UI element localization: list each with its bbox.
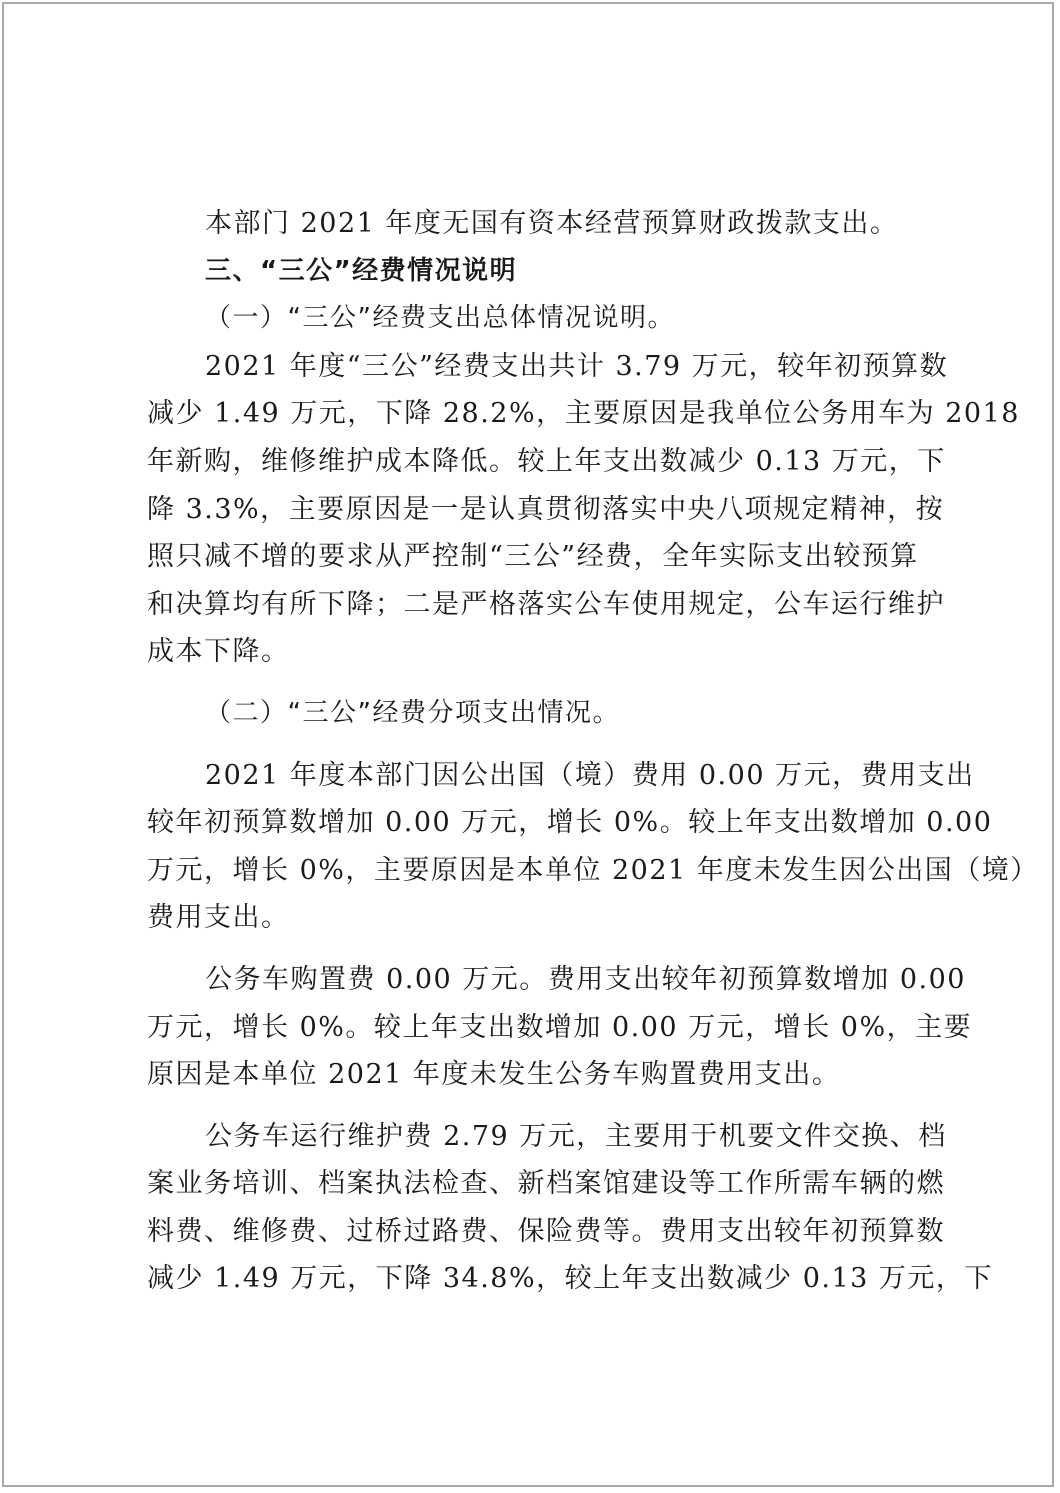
- vehicle-purchase-line-2: 万元，增长 0%。较上年支出数增加 0.00 万元，增长 0%，主要: [147, 1011, 973, 1043]
- document-page: [2, 2, 1054, 1487]
- paragraph-gap: [147, 1099, 922, 1113]
- vehicle-operation-line-2: 案业务培训、档案执法检查、新档案馆建设等工作所需车辆的燃: [147, 1168, 945, 1200]
- overall-line-4: 降 3.3%，主要原因是一是认真贯彻落实中央八项规定精神，按: [147, 493, 945, 525]
- overall-line-5: 照只减不增的要求从严控制“三公”经费，全年实际支出较预算: [147, 541, 919, 573]
- document-body: [147, 200, 1039, 1303]
- paragraph-gap: [147, 738, 922, 752]
- overall-line-7: 成本下降。: [147, 636, 290, 668]
- overseas-line-2: 较年初预算数增加 0.00 万元，增长 0%。较上年支出数增加 0.00: [147, 807, 993, 839]
- vehicle-purchase-line-1: 公务车购置费 0.00 万元。费用支出较年初预算数增加 0.00: [205, 963, 966, 995]
- itemized-subheading: （二）“三公”经费分项支出情况。: [205, 697, 620, 728]
- capital-budget-line-1: 本部门 2021 年度无国有资本经营预算财政拨款支出。: [205, 208, 899, 239]
- overall-line-1: 2021 年度“三公”经费支出共计 3.79 万元，较年初预算数: [205, 350, 949, 382]
- overseas-line-4: 费用支出。: [147, 902, 290, 934]
- overseas-line-1: 2021 年度本部门因公出国（境）费用 0.00 万元，费用支出: [205, 759, 975, 791]
- section-three-title: 三、“三公”经费情况说明: [205, 255, 518, 286]
- overall-subheading: （一）“三公”经费支出总体情况说明。: [205, 303, 675, 334]
- overall-line-3: 年新购，维修维护成本降低。较上年支出数减少 0.13 万元，下: [147, 445, 946, 477]
- vehicle-operation-line-1: 公务车运行维护费 2.79 万元，主要用于机要文件交换、档: [205, 1120, 947, 1152]
- paragraph-gap: [147, 676, 922, 690]
- vehicle-operation-line-4: 减少 1.49 万元，下降 34.8%，较上年支出数减少 0.13 万元，下: [147, 1263, 993, 1295]
- overall-line-6: 和决算均有所下降；二是严格落实公车使用规定，公车运行维护: [147, 588, 945, 620]
- vehicle-purchase-line-3: 原因是本单位 2021 年度未发生公务车购置费用支出。: [147, 1059, 841, 1091]
- vehicle-operation-line-3: 料费、维修费、过桥过路费、保险费等。费用支出较年初预算数: [147, 1215, 945, 1247]
- overall-line-2: 减少 1.49 万元，下降 28.2%，主要原因是我单位公务用车为 2018: [147, 398, 1020, 430]
- overseas-line-3: 万元，增长 0%，主要原因是本单位 2021 年度未发生因公出国（境）: [147, 854, 1039, 886]
- paragraph-gap: [147, 942, 922, 956]
